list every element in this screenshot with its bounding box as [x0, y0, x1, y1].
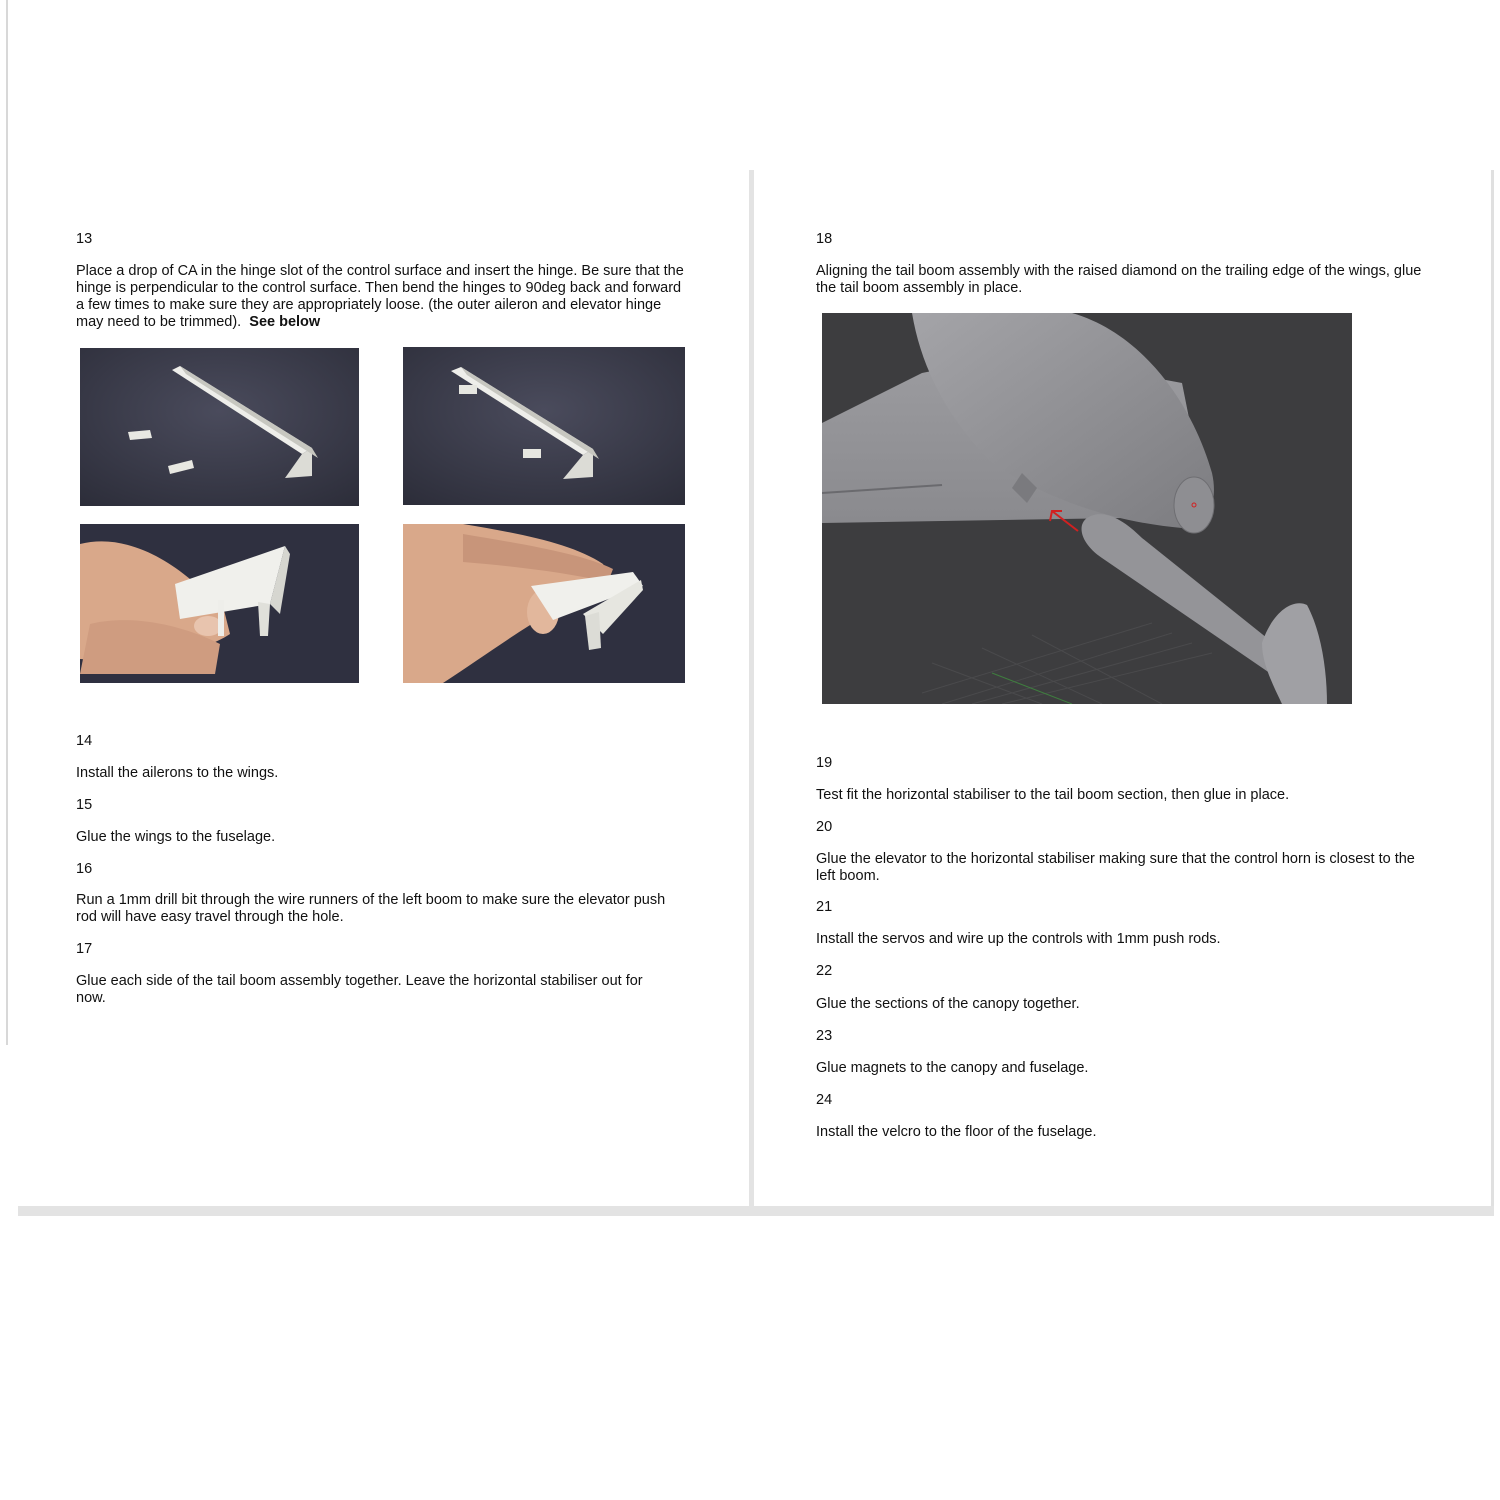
step-text-20: Glue the elevator to the horizontal stabiliser making sure that the control horn is closest to the left boom.	[816, 851, 1415, 884]
page-separator	[749, 170, 754, 1210]
step-number-24: 24	[816, 1092, 833, 1108]
step-text-15: Glue the wings to the fuselage.	[76, 829, 276, 845]
step-text-22: Glue the sections of the canopy together.	[816, 996, 1080, 1012]
photo-aileron-hinges-loose	[80, 348, 359, 506]
step-number-21: 21	[816, 899, 833, 915]
step-text-14: Install the ailerons to the wings.	[76, 765, 279, 781]
step-number-14: 14	[76, 733, 93, 749]
photo-aileron-hinges-inserted	[403, 347, 685, 505]
step-number-20: 20	[816, 819, 833, 835]
render-tail-boom-alignment	[822, 313, 1352, 704]
step-text-17: Glue each side of the tail boom assembly together. Leave the horizontal stabiliser out for now.	[76, 973, 643, 1006]
step-number-13: 13	[76, 231, 93, 247]
step-number-22: 22	[816, 963, 833, 979]
step-number-23: 23	[816, 1028, 833, 1044]
page-right-edge	[1491, 170, 1494, 1210]
photo-hand-bending-hinge-2	[403, 524, 685, 683]
step-13-body: Place a drop of CA in the hinge slot of the control surface and insert the hinge. Be sure that the hinge is perpendicular to the control surface. Then bend the hinges to 90deg back and forward a few times to make sure they are appropriately loose. (the outer aileron and elevator hinge may need to be trimmed).	[76, 263, 684, 330]
step-text-21: Install the servos and wire up the controls with 1mm push rods.	[816, 931, 1221, 947]
step-number-19: 19	[816, 755, 833, 771]
step-number-16: 16	[76, 861, 93, 877]
step-text-13	[76, 263, 688, 331]
step-text-23: Glue magnets to the canopy and fuselage.	[816, 1060, 1089, 1076]
step-number-15: 15	[76, 797, 93, 813]
page-left-edge	[6, 0, 8, 1045]
step-text-19: Test fit the horizontal stabiliser to the tail boom section, then glue in place.	[816, 787, 1290, 803]
step-text-18: Aligning the tail boom assembly with the raised diamond on the trailing edge of the wings, glue the tail boom assembly in place.	[816, 263, 1422, 296]
step-text-24: Install the velcro to the floor of the fuselage.	[816, 1124, 1097, 1140]
photo-hand-bending-hinge-1	[80, 524, 359, 683]
see-below-emphasis: See below	[249, 314, 321, 330]
step-text-16: Run a 1mm drill bit through the wire runners of the left boom to make sure the elevator push rod will have easy travel through the hole.	[76, 892, 666, 925]
page-bottom-edge	[18, 1206, 1494, 1216]
step-number-17: 17	[76, 941, 93, 957]
step-number-18: 18	[816, 231, 833, 247]
